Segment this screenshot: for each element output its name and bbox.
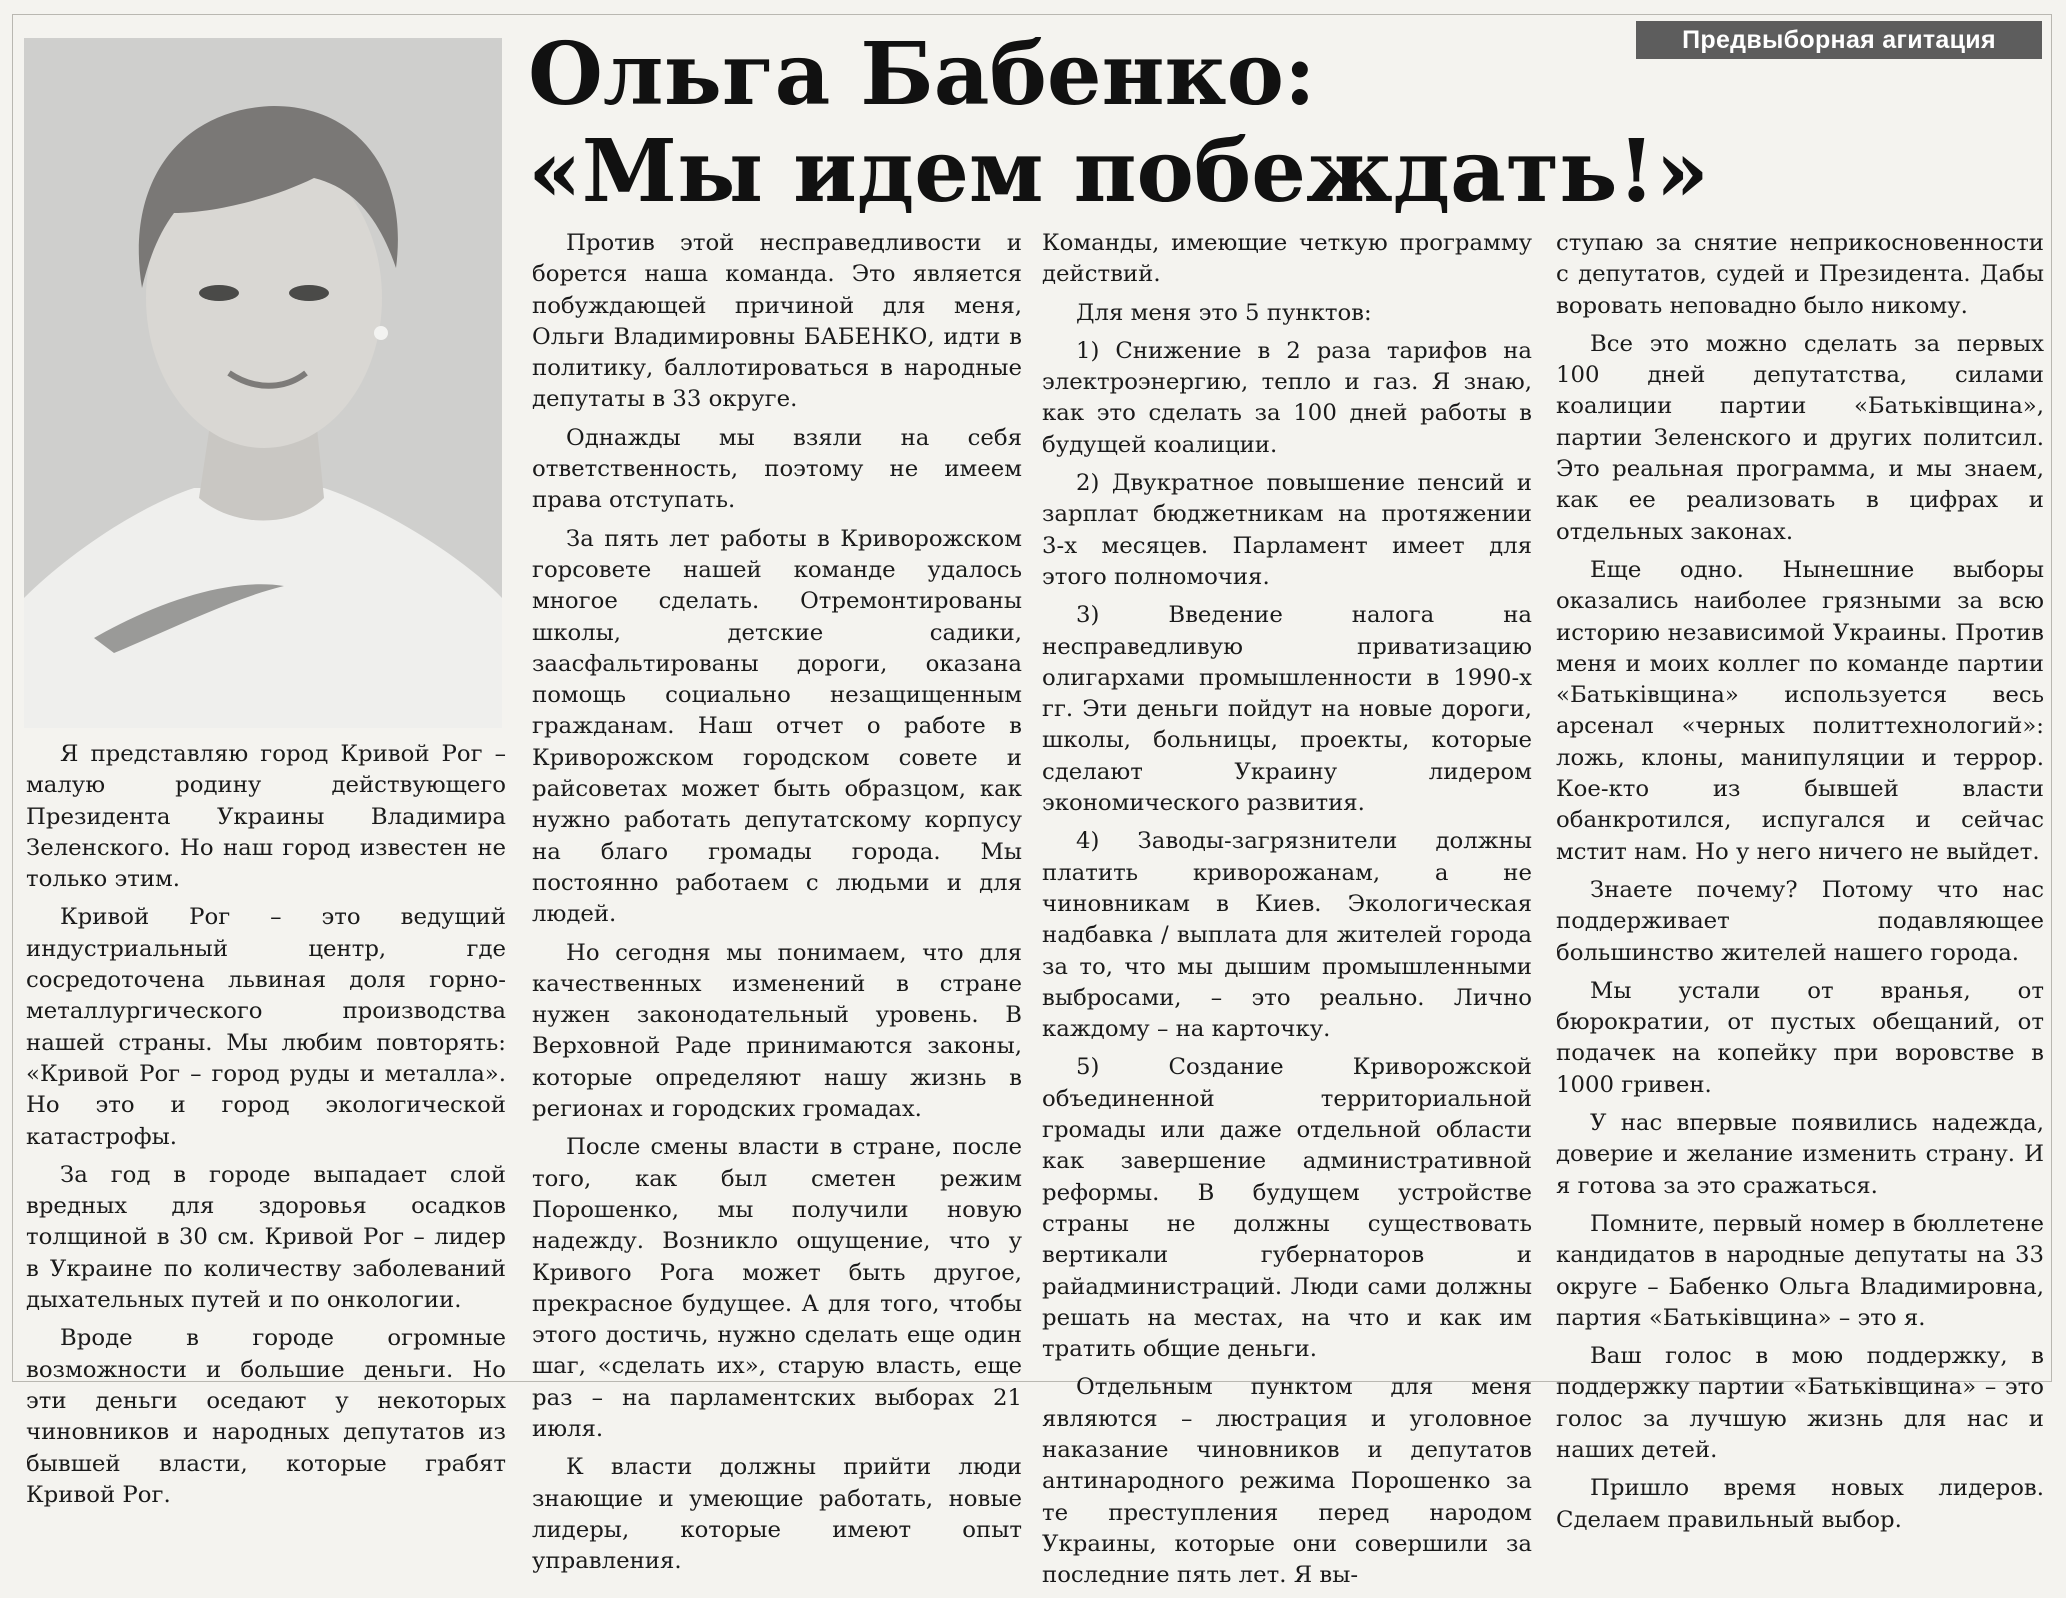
paragraph: Помните, первый номер в бюллетене кандидатов в народные депутаты на 33 округе – Бабенко Ольга Владимировна, партия «Батьківщина» – это я. bbox=[1556, 1210, 2044, 1331]
headline-line-1: Ольга Бабенко: bbox=[528, 24, 1316, 125]
paragraph: Против этой несправедливости и борется наша команда. Это является побуждающей причиной для меня, Ольги Владимировны БАБЕНКО, идти в политику, баллотироваться в народные депутаты в 33 округе. bbox=[532, 230, 1022, 413]
paragraph: 5) Создание Криворожской объединенной территориальной громады или даже отдельной области как завершение административной реформы. В будущем устройстве страны не должны существовать вертикали губернаторов и райадминистраций. Люди сами должны решать на местах, на что и как им тратить общие деньги. bbox=[1042, 1054, 1532, 1363]
paragraph: За пять лет работы в Криворожском горсовете нашей команде удалось многое сделать. Отремонтированы школы, детские садики, заасфальтированы дороги, оказана помощь социально незащищенным гражданам. Наш отчет о работе в Криворожском городском совете и райсоветах может быть образцом, как нужно работать депутатскому корпусу на благо громады города. Мы постоянно работаем с людьми и для людей. bbox=[532, 525, 1022, 928]
paragraph: Еще одно. Нынешние выборы оказались наиболее грязными за всю историю независимой Украины. Против меня и моих коллег по команде партии «Батьківщина» используется весь арсенал «черных политтехнологий»: ложь, клоны, манипуляции и террор. Кое-кто из бывшей власти обанкротился, испугался и сейчас мстит нам. Но у него ничего не выйдет. bbox=[1556, 556, 2044, 865]
paragraph: У нас впервые появились надежда, доверие и желание изменить страну. И я готова за это сражаться. bbox=[1556, 1110, 2044, 1199]
paragraph: ступаю за снятие неприкосновенности с депутатов, судей и Президента. Дабы воровать неповадно было никому. bbox=[1556, 230, 2044, 319]
paragraph: Я представляю город Кривой Рог – малую родину действующего Президента Украины Владимира Зеленского. Но наш город известен не только этим. bbox=[26, 741, 506, 893]
paragraph: За год в городе выпадает слой вредных для здоровья осадков толщиной в 30 см. Кривой Рог – лидер в Украине по количеству заболеваний дыхательных путей и по онкологии. bbox=[26, 1161, 506, 1314]
paragraph: Однажды мы взяли на себя ответственность, поэтому не имеем права отступать. bbox=[532, 424, 1022, 514]
text-column-4 bbox=[1556, 228, 2044, 1543]
text-column-3 bbox=[1042, 228, 1532, 1598]
paragraph: Команды, имеющие четкую программу действий. bbox=[1042, 230, 1532, 288]
paragraph: К власти должны прийти люди знающие и умеющие работать, новые лидеры, которые имеют опыт управления. bbox=[532, 1454, 1022, 1575]
paragraph: Вроде в городе огромные возможности и большие деньги. Но эти деньги оседают у некоторых чиновников и народных депутатов из бывшей власти, которые грабят Кривой Рог. bbox=[26, 1325, 506, 1508]
paragraph: 1) Снижение в 2 раза тарифов на электроэнергию, тепло и газ. Я знаю, как это сделать за 100 дней работы в будущей коалиции. bbox=[1042, 337, 1532, 458]
paragraph: Мы устали от вранья, от бюрократии, от пустых обещаний, от подачек на копейку при воровстве в 1000 гривен. bbox=[1556, 977, 2044, 1098]
portrait-photo bbox=[24, 38, 502, 728]
text-column-1 bbox=[26, 739, 506, 1518]
paragraph: Пришло время новых лидеров. Сделаем правильный выбор. bbox=[1556, 1475, 2044, 1533]
paragraph: Для меня это 5 пунктов: bbox=[1076, 299, 1372, 326]
paragraph: 4) Заводы-загрязнители должны платить криворожанам, а не чиновникам в Киев. Экологическая надбавка / выплата для жителей города за то, что мы дышим промышленными выбросами, – это реально. Лично каждому – на карточку. bbox=[1042, 828, 1532, 1043]
rubric-label: Предвыборная агитация bbox=[1636, 21, 2042, 59]
headline-line-2: «Мы идем побеждать!» bbox=[528, 121, 1709, 222]
paragraph: Кривой Рог – это ведущий индустриальный центр, где сосредоточена львиная доля горно-металлургического производства нашей страны. Мы любим повторять: «Кривой Рог – город руды и металла». Но это и город экологической катастрофы. bbox=[26, 904, 506, 1150]
portrait-illustration bbox=[24, 38, 502, 728]
paragraph: 3) Введение налога на несправедливую приватизацию олигархами промышленности в 1990-х гг. Эти деньги пойдут на новые дороги, школы, больницы, проекты, которые сделают Украину лидером экономического развития. bbox=[1042, 602, 1532, 817]
paragraph: Знаете почему? Потому что нас поддерживает подавляющее большинство жителей нашего города. bbox=[1556, 876, 2044, 966]
paragraph: Отдельным пунктом для меня являются – люстрация и уголовное наказание чиновников и депутатов антинародного режима Порошенко за те преступления перед народом Украины, которые они совершили за последние пять лет. Я вы- bbox=[1042, 1374, 1532, 1589]
paragraph: Но сегодня мы понимаем, что для качественных изменений в стране нужен законодательный уровень. В Верховной Раде принимаются законы, которые определяют нашу жизнь в регионах и городских громадах. bbox=[532, 939, 1022, 1123]
text-column-2 bbox=[532, 228, 1022, 1584]
paragraph: После смены власти в стране, после того, как был сметен режим Порошенко, мы получили новую надежду. Возникло ощущение, что у Кривого Рога может быть другое, прекрасное будущее. А для того, чтобы этого достичь, нужно сделать еще один шаг, «сделать их», старую власть, еще раз – на парламентских выборах 21 июля. bbox=[532, 1134, 1022, 1442]
paragraph: 2) Двукратное повышение пенсий и зарплат бюджетникам на протяжении 3-х месяцев. Парламент имеет для этого полномочия. bbox=[1042, 470, 1532, 590]
paragraph: Ваш голос в мою поддержку, в поддержку партии «Батьківщина» – это голос за лучшую жизнь для нас и наших детей. bbox=[1556, 1343, 2044, 1463]
paragraph: Все это можно сделать за первых 100 дней депутатства, силами коалиции партии «Батьківщина», партии Зеленского и других политсил. Это реальная программа, и мы знаем, как ее реализовать в цифрах и отдельных законах. bbox=[1556, 330, 2044, 545]
article-headline bbox=[528, 24, 1709, 222]
